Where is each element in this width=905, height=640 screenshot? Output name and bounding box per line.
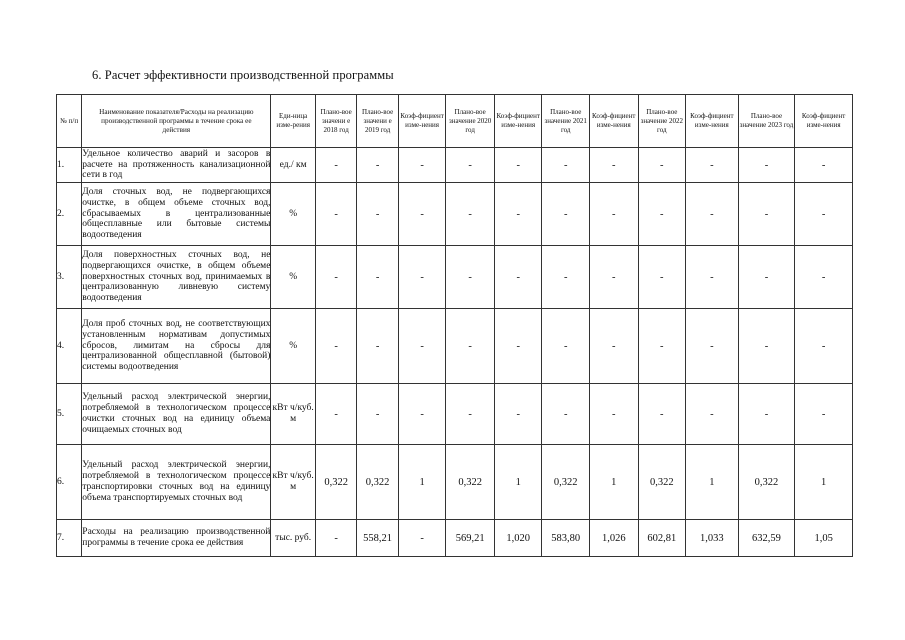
table-cell: -	[542, 384, 590, 445]
table-cell: -	[589, 183, 638, 246]
row-number: 1.	[57, 148, 82, 183]
table-cell: -	[494, 384, 542, 445]
table-cell: -	[357, 148, 398, 183]
header-plan-2020: Плано-вое значение 2020 год	[446, 95, 495, 148]
table-cell: 0,322	[315, 445, 356, 520]
table-cell: 0,322	[638, 445, 686, 520]
row-number: 7.	[57, 520, 82, 557]
table-cell: 1	[686, 445, 739, 520]
table-cell: -	[686, 309, 739, 384]
row-unit: %	[271, 309, 316, 384]
table-cell: -	[542, 183, 590, 246]
table-cell: -	[738, 246, 795, 309]
row-number: 2.	[57, 183, 82, 246]
efficiency-table	[56, 94, 853, 557]
table-cell: -	[446, 384, 495, 445]
row-name: Доля проб сточных вод, не соответствующих установленным нормативам допустимых сбросов, лимитам на сбросы для централизованной общесплавной (бытовой) системы водоотведения	[82, 309, 271, 384]
header-plan-2019: Плано-вое значени е 2019 год	[357, 95, 398, 148]
table-cell: -	[795, 309, 853, 384]
table-cell: 583,80	[542, 520, 590, 557]
row-name: Удельный расход электрической энергии, потребляемой в технологическом процессе очистки сточных вод на единицу объема очищаемых сточных вод	[82, 384, 271, 445]
table-cell: -	[494, 183, 542, 246]
table-cell: -	[315, 246, 356, 309]
header-coef-2022: Коэф-фициент изме-нения	[686, 95, 739, 148]
table-cell: -	[589, 309, 638, 384]
row-name: Удельное количество аварий и засоров в расчете на протяженность канализационной сети в год	[82, 148, 271, 183]
row-number: 3.	[57, 246, 82, 309]
table-cell: 1,033	[686, 520, 739, 557]
header-plan-2022: Плано-вое значение 2022 год	[638, 95, 686, 148]
row-name: Удельный расход электрической энергии, потребляемой в технологическом процессе транспортировки сточных вод на единицу объема транспортируемых сточных вод	[82, 445, 271, 520]
table-cell: -	[446, 183, 495, 246]
table-cell: -	[686, 246, 739, 309]
table-cell: -	[795, 148, 853, 183]
table-cell: -	[738, 309, 795, 384]
table-cell: -	[398, 384, 446, 445]
header-coef-2020: Коэф-фициент изме-нения	[494, 95, 542, 148]
table-cell: -	[542, 246, 590, 309]
table-cell: 569,21	[446, 520, 495, 557]
table-cell: -	[315, 384, 356, 445]
table-cell: -	[315, 183, 356, 246]
table-cell: -	[315, 520, 356, 557]
table-cell: -	[494, 148, 542, 183]
row-unit: тыс. руб.	[271, 520, 316, 557]
table-cell: 1	[795, 445, 853, 520]
row-unit: %	[271, 183, 316, 246]
header-plan-2018: Плано-вое значени е 2018 год	[315, 95, 356, 148]
table-cell: -	[542, 148, 590, 183]
table-cell: -	[638, 384, 686, 445]
table-cell: -	[357, 183, 398, 246]
table-cell: -	[686, 183, 739, 246]
table-cell: -	[398, 246, 446, 309]
table-cell: -	[446, 148, 495, 183]
table-cell: 1	[494, 445, 542, 520]
table-cell: 1,020	[494, 520, 542, 557]
page-title: 6. Расчет эффективности производственной программы	[92, 68, 394, 82]
table-cell: -	[398, 148, 446, 183]
table-cell: -	[315, 148, 356, 183]
table-cell: -	[589, 148, 638, 183]
header-coef-2023: Коэф-фициент изме-нения	[795, 95, 853, 148]
table-cell: 0,322	[446, 445, 495, 520]
header-name: Наименование показателя/Расходы на реализацию производственной программы в течение срока ее действия	[82, 95, 271, 148]
header-coef-2019: Коэф-фициент изме-нения	[398, 95, 446, 148]
row-name: Доля поверхностных сточных вод, не подвергающихся очистке, в общем объеме поверхностных сточных вод, принимаемых в централизованную ливневую систему водоотведения	[82, 246, 271, 309]
table-cell: 0,322	[738, 445, 795, 520]
table-cell: 0,322	[357, 445, 398, 520]
table-cell: 1,05	[795, 520, 853, 557]
table-cell: -	[638, 246, 686, 309]
table-cell: -	[494, 309, 542, 384]
table-row	[57, 183, 853, 246]
row-unit: %	[271, 246, 316, 309]
table-cell: -	[542, 309, 590, 384]
row-unit: ед./ км	[271, 148, 316, 183]
table-cell: -	[589, 384, 638, 445]
table-cell: -	[738, 183, 795, 246]
table-cell: -	[494, 246, 542, 309]
header-unit: Еди-ница изме-рения	[271, 95, 316, 148]
row-name: Доля сточных вод, не подвергающихся очистке, в общем объеме сточных вод, сбрасываемых в централизованные общесплавные или бытовые системы водоотведения	[82, 183, 271, 246]
table-row	[57, 384, 853, 445]
table-cell: -	[589, 246, 638, 309]
header-plan-2021: Плано-вое значение 2021 год	[542, 95, 590, 148]
table-cell: 1	[398, 445, 446, 520]
table-cell: -	[738, 148, 795, 183]
table-cell: 632,59	[738, 520, 795, 557]
table-cell: 1,026	[589, 520, 638, 557]
table-cell: -	[315, 309, 356, 384]
table-cell: -	[795, 246, 853, 309]
row-number: 4.	[57, 309, 82, 384]
table-row	[57, 148, 853, 183]
header-plan-2023: Плано-вое значение 2023 год	[738, 95, 795, 148]
table-cell: -	[398, 309, 446, 384]
table-row	[57, 520, 853, 557]
row-unit: кВт ч/куб. м	[271, 384, 316, 445]
row-number: 6.	[57, 445, 82, 520]
table-cell: 602,81	[638, 520, 686, 557]
table-cell: -	[686, 148, 739, 183]
header-coef-2021: Коэф-фициент изме-нения	[589, 95, 638, 148]
table-cell: 1	[589, 445, 638, 520]
table-cell: -	[446, 309, 495, 384]
table-cell: -	[357, 246, 398, 309]
table-cell: -	[686, 384, 739, 445]
row-number: 5.	[57, 384, 82, 445]
table-cell: -	[638, 148, 686, 183]
table-row	[57, 246, 853, 309]
table-cell: -	[738, 384, 795, 445]
table-row	[57, 309, 853, 384]
table-cell: -	[795, 384, 853, 445]
header-num: № п/п	[57, 95, 82, 148]
header-row	[57, 95, 853, 148]
table-cell: -	[638, 183, 686, 246]
table-cell: -	[795, 183, 853, 246]
table-cell: -	[446, 246, 495, 309]
table-cell: -	[357, 309, 398, 384]
table-cell: -	[357, 384, 398, 445]
table-cell: -	[398, 520, 446, 557]
table-row	[57, 445, 853, 520]
table-cell: -	[638, 309, 686, 384]
row-name: Расходы на реализацию производственной программы в течение срока ее действия	[82, 520, 271, 557]
table-cell: 558,21	[357, 520, 398, 557]
row-unit: кВт ч/куб. м	[271, 445, 316, 520]
table-cell: 0,322	[542, 445, 590, 520]
table-cell: -	[398, 183, 446, 246]
